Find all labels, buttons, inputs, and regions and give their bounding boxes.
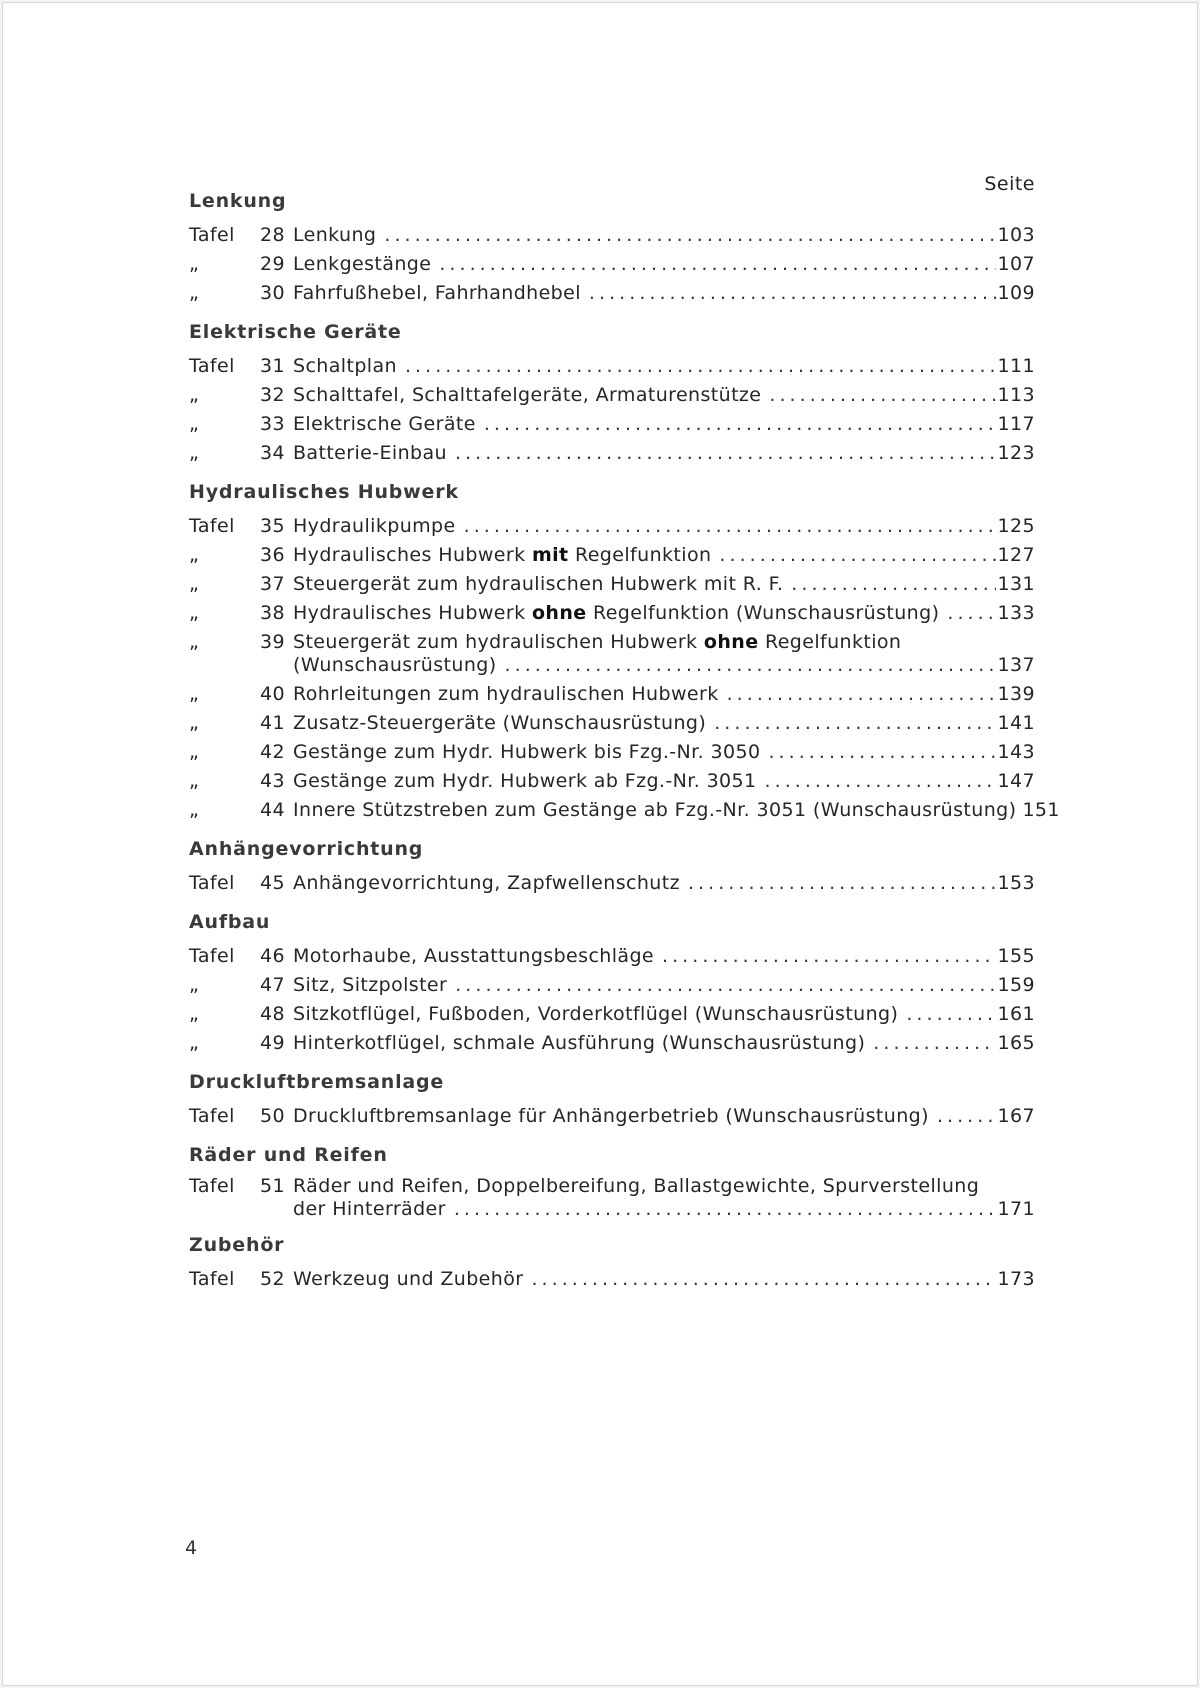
entry-body (293, 869, 1035, 898)
entry-title (293, 410, 476, 439)
entry-body (293, 410, 1035, 439)
title-segment: Schaltplan (293, 355, 397, 377)
entry-line (293, 352, 1035, 381)
dot-leader (947, 599, 995, 628)
entry-prefix: „ (189, 253, 200, 275)
toc-entry (189, 381, 1035, 410)
entry-page-number: 109 (997, 282, 1035, 304)
toc-entry (189, 410, 1035, 439)
entry-title (293, 599, 939, 628)
toc-entry (189, 796, 1060, 825)
entry-body (293, 631, 1035, 677)
entry-title (293, 279, 581, 308)
entry-title (293, 767, 757, 796)
entry-page-number: 113 (997, 384, 1035, 406)
title-segment: Zusatz-Steuergeräte (Wunschausrüstung) (293, 712, 707, 734)
title-segment: Lenkgestänge (293, 253, 432, 275)
entry-title (293, 1102, 929, 1131)
entry-prefix: „ (189, 1032, 200, 1054)
section-heading: Lenkung (189, 190, 287, 212)
plate-number: 49 (260, 1032, 285, 1054)
entry-title (293, 512, 456, 541)
entry-page-number: 167 (997, 1105, 1035, 1127)
toc-entry (189, 599, 1035, 628)
entry-page-number: 141 (997, 712, 1035, 734)
entry-body (293, 381, 1035, 410)
entry-title (293, 221, 376, 250)
plate-number: 33 (260, 413, 285, 435)
entry-prefix: „ (189, 413, 200, 435)
emphasis-text: mit (531, 544, 569, 566)
plate-number: 42 (260, 741, 285, 763)
entry-prefix: „ (189, 770, 200, 792)
plate-number: 45 (260, 872, 285, 894)
plate-number: 28 (260, 224, 285, 246)
entry-line (293, 512, 1035, 541)
entry-body (293, 439, 1035, 468)
entry-body (293, 680, 1035, 709)
entry-prefix: Tafel (189, 1105, 235, 1127)
entry-page-number: 125 (997, 515, 1035, 537)
toc-entry (189, 352, 1035, 381)
entry-line (293, 680, 1035, 709)
toc-entry (189, 942, 1035, 971)
title-segment: Innere Stützstreben zum Gestänge ab Fzg.-Nr. 3051 (Wunschausrüstung) (293, 799, 1017, 821)
plate-number: 32 (260, 384, 285, 406)
entry-title (293, 942, 654, 971)
entry-body (293, 599, 1035, 628)
entry-line (293, 796, 1060, 825)
toc-entry (189, 250, 1035, 279)
plate-number: 30 (260, 282, 285, 304)
toc-entry (189, 1102, 1035, 1131)
dot-leader (484, 410, 996, 439)
emphasis-text: ohne (531, 602, 587, 624)
entry-page-number: 123 (997, 442, 1035, 464)
entry-line (293, 1000, 1035, 1029)
entry-prefix: „ (189, 602, 200, 624)
entry-prefix: „ (189, 741, 200, 763)
plate-number: 35 (260, 515, 285, 537)
plate-number: 51 (260, 1175, 285, 1197)
dot-leader (405, 352, 996, 381)
entry-prefix: „ (189, 544, 200, 566)
dot-leader (384, 221, 995, 250)
document-page (2, 2, 1198, 1686)
dot-leader (714, 709, 995, 738)
section-heading: Zubehör (189, 1234, 285, 1256)
plate-number: 50 (260, 1105, 285, 1127)
entry-title (293, 1198, 446, 1221)
title-segment: Räder und Reifen, Doppelbereifung, Ballastgewichte, Spurverstellung (293, 1175, 980, 1197)
entry-title (293, 250, 431, 279)
title-segment: Werkzeug und Zubehör (293, 1268, 524, 1290)
entry-prefix: „ (189, 573, 200, 595)
entry-line (293, 541, 1035, 570)
entry-body (293, 1265, 1035, 1294)
title-segment: Sitzkotflügel, Fußboden, Vorderkotflügel (Wunschausrüstung) (293, 1003, 899, 1025)
toc-entry (189, 570, 1035, 599)
title-segment: Hydraulisches Hubwerk (293, 602, 532, 624)
entry-body (293, 279, 1035, 308)
dot-leader (873, 1029, 995, 1058)
entry-body (293, 1000, 1035, 1029)
section-heading: Elektrische Geräte (189, 321, 402, 343)
toc-entry (189, 1175, 1035, 1221)
entry-line (293, 279, 1035, 308)
entry-title (293, 541, 711, 570)
entry-page-number: 153 (997, 872, 1035, 894)
entry-page-number: 165 (997, 1032, 1035, 1054)
toc-entry (189, 631, 1035, 677)
title-segment: Sitz, Sitzpolster (293, 974, 448, 996)
dot-leader (937, 1102, 996, 1131)
entry-line (293, 221, 1035, 250)
title-segment: (Wunschausrüstung) (293, 654, 497, 676)
entry-title (293, 1265, 523, 1294)
entry-line (293, 1029, 1035, 1058)
plate-number: 31 (260, 355, 285, 377)
title-segment: Gestänge zum Hydr. Hubwerk bis Fzg.-Nr. 3050 (293, 741, 761, 763)
entry-body (293, 570, 1035, 599)
title-segment: Elektrische Geräte (293, 413, 476, 435)
dot-leader (454, 1198, 996, 1221)
plate-number: 29 (260, 253, 285, 275)
dot-leader (719, 541, 995, 570)
entry-prefix: „ (189, 974, 200, 996)
entry-title (293, 1000, 898, 1029)
entry-body (293, 352, 1035, 381)
title-segment: Gestänge zum Hydr. Hubwerk ab Fzg.-Nr. 3051 (293, 770, 757, 792)
title-segment: Regelfunktion (Wunschausrüstung) (586, 602, 940, 624)
entry-title (293, 631, 901, 653)
entry-title (293, 570, 783, 599)
entry-line (293, 767, 1035, 796)
entry-prefix: „ (189, 712, 200, 734)
toc-entry (189, 279, 1035, 308)
entry-page-number: 131 (997, 573, 1035, 595)
entry-line (293, 942, 1035, 971)
dot-leader (906, 1000, 995, 1029)
title-segment: Anhängevorrichtung, Zapfwellenschutz (293, 872, 680, 894)
dot-leader (662, 942, 996, 971)
toc-entry (189, 1029, 1035, 1058)
entry-page-number: 147 (997, 770, 1035, 792)
toc-entry (189, 439, 1035, 468)
plate-number: 36 (260, 544, 285, 566)
toc-entry (189, 680, 1035, 709)
dot-leader (688, 869, 996, 898)
entry-page-number: 139 (997, 683, 1035, 705)
plate-number: 47 (260, 974, 285, 996)
entry-prefix: „ (189, 683, 200, 705)
entry-title (293, 971, 447, 1000)
entry-prefix: „ (189, 631, 200, 653)
plate-number: 52 (260, 1268, 285, 1290)
entry-prefix: „ (189, 1003, 200, 1025)
entry-prefix: „ (189, 282, 200, 304)
entry-title (293, 869, 680, 898)
entry-line (293, 1102, 1035, 1131)
entry-body (293, 541, 1035, 570)
entry-page-number: 111 (997, 355, 1035, 377)
toc-entry (189, 738, 1035, 767)
entry-page-number: 127 (997, 544, 1035, 566)
toc-entry (189, 1265, 1035, 1294)
toc-entry (189, 869, 1035, 898)
emphasis-text: ohne (703, 631, 759, 653)
plate-number: 41 (260, 712, 285, 734)
entry-body (293, 250, 1035, 279)
entry-title (293, 439, 447, 468)
entry-first-line (293, 631, 1035, 654)
title-segment: der Hinterräder (293, 1198, 446, 1220)
entry-title (293, 709, 706, 738)
title-segment: Batterie-Einbau (293, 442, 447, 464)
title-segment: Lenkung (293, 224, 377, 246)
entry-prefix: Tafel (189, 355, 235, 377)
entry-line (293, 570, 1035, 599)
plate-number: 39 (260, 631, 285, 653)
title-segment: Rohrleitungen zum hydraulischen Hubwerk (293, 683, 719, 705)
entry-prefix: Tafel (189, 872, 235, 894)
entry-title (293, 1175, 979, 1197)
toc-entry (189, 971, 1035, 1000)
dot-leader (464, 512, 996, 541)
title-segment: Regelfunktion (758, 631, 902, 653)
toc-entry (189, 221, 1035, 250)
toc-entry (189, 512, 1035, 541)
entry-body (293, 512, 1035, 541)
entry-line (293, 439, 1035, 468)
toc-entry (189, 1000, 1035, 1029)
section-heading: Anhängevorrichtung (189, 838, 424, 860)
plate-number: 37 (260, 573, 285, 595)
entry-title (293, 680, 719, 709)
entry-page-number: 161 (997, 1003, 1035, 1025)
entry-page-number: 151 (1022, 799, 1060, 821)
entry-title (293, 738, 760, 767)
entry-line (293, 654, 1035, 677)
title-segment: Motorhaube, Ausstattungsbeschläge (293, 945, 655, 967)
entry-body (293, 221, 1035, 250)
entry-prefix: „ (189, 442, 200, 464)
section-heading: Aufbau (189, 911, 271, 933)
dot-leader (531, 1265, 995, 1294)
title-segment: Fahrfußhebel, Fahrhandhebel (293, 282, 581, 304)
plate-number: 44 (260, 799, 285, 821)
plate-number: 43 (260, 770, 285, 792)
entry-title (293, 796, 1016, 825)
entry-page-number: 143 (997, 741, 1035, 763)
dot-leader (769, 381, 995, 410)
title-segment: Hinterkotflügel, schmale Ausführung (Wunschausrüstung) (293, 1032, 866, 1054)
entry-page-number: 117 (997, 413, 1035, 435)
title-segment: Regelfunktion (568, 544, 712, 566)
plate-number: 40 (260, 683, 285, 705)
entry-page-number: 107 (997, 253, 1035, 275)
entry-page-number: 133 (997, 602, 1035, 624)
entry-line (293, 869, 1035, 898)
entry-body (293, 942, 1035, 971)
toc-entry (189, 541, 1035, 570)
section-heading: Räder und Reifen (189, 1144, 388, 1166)
entry-title (293, 1029, 865, 1058)
section-heading: Druckluftbremsanlage (189, 1071, 445, 1093)
plate-number: 34 (260, 442, 285, 464)
entry-first-line (293, 1175, 1035, 1198)
entry-line (293, 410, 1035, 439)
title-segment: Druckluftbremsanlage für Anhängerbetrieb (Wunschausrüstung) (293, 1105, 929, 1127)
title-segment: Steuergerät zum hydraulischen Hubwerk mit R. F. (293, 573, 784, 595)
page-column-header: Seite (984, 173, 1035, 195)
entry-prefix: Tafel (189, 1175, 235, 1197)
entry-page-number: 171 (997, 1198, 1035, 1220)
section-heading: Hydraulisches Hubwerk (189, 481, 459, 503)
entry-prefix: Tafel (189, 945, 235, 967)
entry-line (293, 738, 1035, 767)
dot-leader (439, 250, 995, 279)
dot-leader (455, 971, 995, 1000)
entry-prefix: „ (189, 799, 200, 821)
entry-title (293, 352, 397, 381)
entry-page-number: 173 (997, 1268, 1035, 1290)
toc-entry (189, 767, 1035, 796)
entry-prefix: Tafel (189, 224, 235, 246)
entry-line (293, 1265, 1035, 1294)
entry-body (293, 738, 1035, 767)
dot-leader (589, 279, 996, 308)
title-segment: Hydraulisches Hubwerk (293, 544, 532, 566)
dot-leader (455, 439, 996, 468)
title-segment: Hydraulikpumpe (293, 515, 456, 537)
dot-leader (791, 570, 995, 599)
entry-body (293, 1175, 1035, 1221)
plate-number: 38 (260, 602, 285, 624)
entry-line (293, 381, 1035, 410)
entry-prefix: Tafel (189, 1268, 235, 1290)
plate-number: 48 (260, 1003, 285, 1025)
entry-page-number: 137 (997, 654, 1035, 676)
entry-line (293, 971, 1035, 1000)
entry-title (293, 654, 497, 677)
entry-body (293, 767, 1035, 796)
entry-page-number: 159 (997, 974, 1035, 996)
dot-leader (727, 680, 996, 709)
dot-leader (765, 767, 996, 796)
title-segment: Schalttafel, Schalttafelgeräte, Armaturenstütze (293, 384, 762, 406)
entry-body (293, 709, 1035, 738)
entry-body (293, 796, 1060, 825)
page-number: 4 (185, 1537, 198, 1559)
entry-page-number: 103 (997, 224, 1035, 246)
entry-body (293, 1102, 1035, 1131)
plate-number: 46 (260, 945, 285, 967)
entry-prefix: Tafel (189, 515, 235, 537)
toc-entry (189, 709, 1035, 738)
dot-leader (505, 654, 996, 677)
entry-title (293, 381, 761, 410)
entry-line (293, 599, 1035, 628)
entry-line (293, 709, 1035, 738)
table-of-contents (189, 173, 1060, 1294)
title-segment: Steuergerät zum hydraulischen Hubwerk (293, 631, 704, 653)
entry-line (293, 1198, 1035, 1221)
entry-body (293, 971, 1035, 1000)
dot-leader (768, 738, 995, 767)
entry-prefix: „ (189, 384, 200, 406)
entry-page-number: 155 (997, 945, 1035, 967)
entry-line (293, 250, 1035, 279)
entry-body (293, 1029, 1035, 1058)
